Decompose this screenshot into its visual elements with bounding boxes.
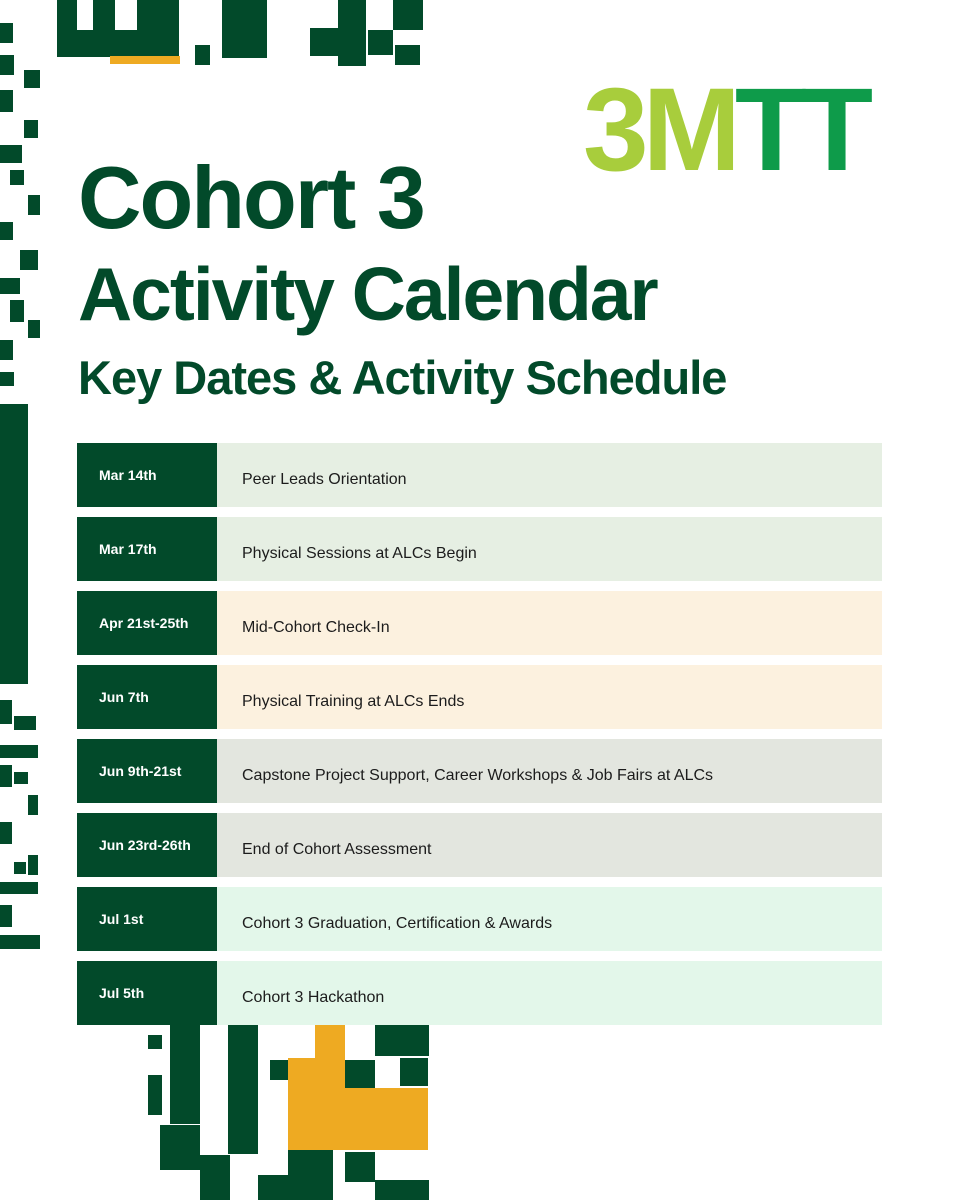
schedule-row	[77, 665, 882, 729]
schedule-activity: Cohort 3 Hackathon	[217, 961, 882, 1025]
schedule-date: Apr 21st-25th	[77, 591, 217, 655]
schedule-date: Jun 23rd-26th	[77, 813, 217, 877]
3mtt-logo: 3MTT	[583, 64, 868, 196]
schedule-date: Mar 17th	[77, 517, 217, 581]
schedule-activity: Peer Leads Orientation	[217, 443, 882, 507]
schedule-date: Jul 1st	[77, 887, 217, 951]
schedule-activity: Capstone Project Support, Career Workshops & Job Fairs at ALCs	[217, 739, 882, 803]
schedule-row	[77, 443, 882, 507]
schedule-row	[77, 517, 882, 581]
schedule-date: Jun 7th	[77, 665, 217, 729]
schedule-row	[77, 739, 882, 803]
schedule-activity: Physical Training at ALCs Ends	[217, 665, 882, 729]
schedule-row	[77, 961, 882, 1025]
schedule-activity: Mid-Cohort Check-In	[217, 591, 882, 655]
title-line-2: Activity Calendar	[78, 252, 657, 336]
schedule-row	[77, 813, 882, 877]
title-line-1: Cohort 3	[78, 148, 424, 247]
subtitle: Key Dates & Activity Schedule	[78, 351, 727, 404]
schedule-date: Mar 14th	[77, 443, 217, 507]
schedule-activity: Cohort 3 Graduation, Certification & Awards	[217, 887, 882, 951]
schedule-activity: End of Cohort Assessment	[217, 813, 882, 877]
activity-schedule	[77, 443, 882, 1035]
schedule-activity: Physical Sessions at ALCs Begin	[217, 517, 882, 581]
schedule-row	[77, 887, 882, 951]
schedule-row	[77, 591, 882, 655]
schedule-date: Jul 5th	[77, 961, 217, 1025]
schedule-date: Jun 9th-21st	[77, 739, 217, 803]
